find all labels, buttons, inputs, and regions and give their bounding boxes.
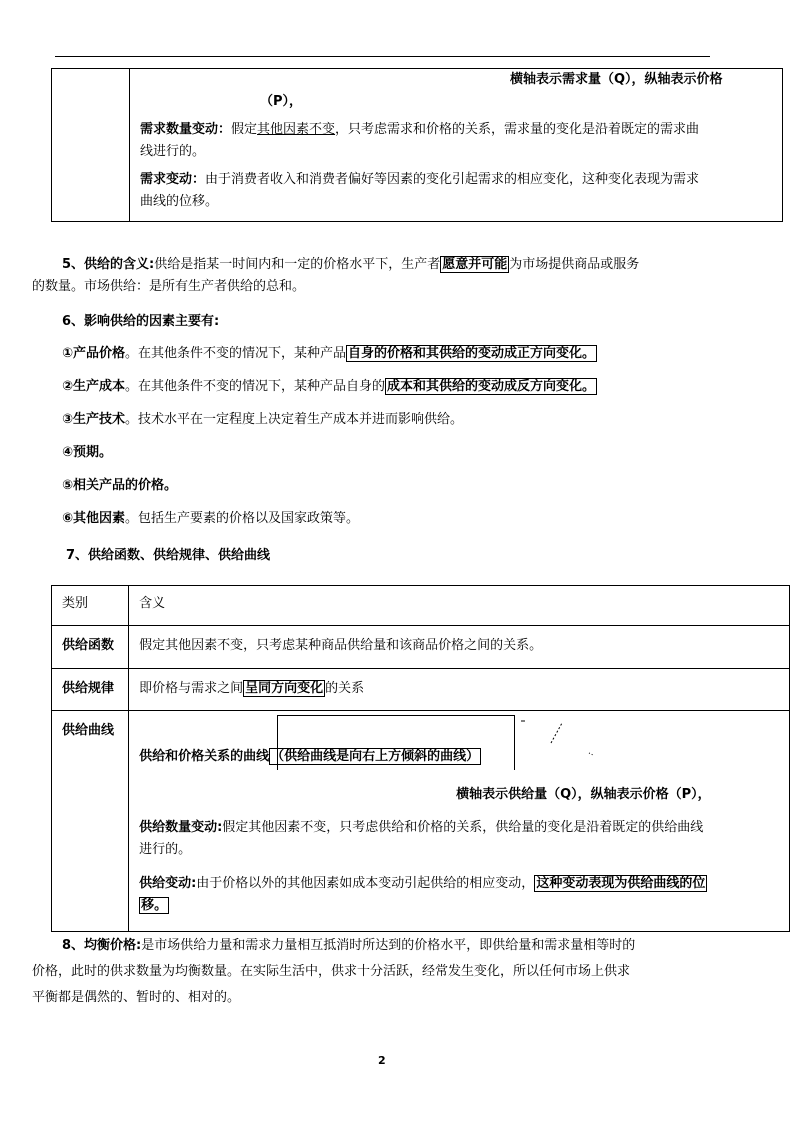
section6-item1-text: 。在其他条件不变的情况下，某种产品 <box>125 346 347 361</box>
demand-change-text2: 曲线的位移。 <box>140 194 219 209</box>
supply-change-boxed1: 这种变动表现为供给曲线的位 <box>536 876 706 891</box>
section5-line2: 的数量。市场供给：是所有生产者供给的总和。 <box>32 279 306 294</box>
section8-text1: 是市场供给力量和需求力量相互抵消时所达到的价格水平，即供给量和需求量相等时的 <box>141 938 636 953</box>
section5-title: 5、供给的含义: <box>62 257 155 272</box>
demand-axis-line2: （P）， <box>260 94 303 109</box>
demand-quantity-change-text1: ，只考虑需求和价格的关系，需求量的变化是沿着既定的需求曲 <box>335 122 700 137</box>
supply-table <box>51 585 790 932</box>
section6-item2-label: ②生产成本 <box>62 379 126 394</box>
demand-quantity-change-label: 需求数量变动： <box>140 122 232 137</box>
section8-line3: 平衡都是偶然的、暂时的、相对的。 <box>32 990 241 1005</box>
section6-item6 <box>62 510 359 528</box>
demand-change-label: 需求变动： <box>140 172 206 187</box>
section6-item5: ⑤相关产品的价格。 <box>62 478 178 493</box>
supply-curve-cell <box>129 711 790 932</box>
section6-item3-text: 。技术水平在一定程度上决定着生产成本并进而影响供给。 <box>125 412 464 427</box>
section6-item1-boxed: 自身的价格和其供给的变动成正方向变化。 <box>348 346 596 361</box>
section6-item1-label: ①产品价格 <box>62 346 126 361</box>
demand-table-continuation <box>51 68 783 222</box>
demand-quantity-change <box>140 119 780 163</box>
supply-table-header-meaning: 含义 <box>129 586 790 626</box>
supply-axis-text: 横轴表示供给量（Q），纵轴表示价格（P）， <box>456 787 711 802</box>
demand-quantity-change-text2: 线进行的。 <box>140 144 206 159</box>
supply-law-boxed: 呈同方向变化 <box>245 681 324 696</box>
supply-quantity-change <box>139 817 787 861</box>
section5-boxed: 愿意并可能 <box>442 257 508 272</box>
supply-function-label: 供给函数 <box>52 626 129 669</box>
supply-table-header-category: 类别 <box>52 586 129 626</box>
supply-curve-sketch <box>519 715 619 765</box>
demand-axis-line1: 横轴表示需求量（Q），纵轴表示价格 <box>510 72 723 87</box>
supply-curve-pre: 供给和价格关系的曲线 <box>139 749 270 764</box>
section6-item3-label: ③生产技术 <box>62 412 126 427</box>
supply-law-pre: 即价格与需求之间 <box>139 681 244 696</box>
supply-law-post: 的关系 <box>325 681 365 696</box>
supply-function-text: 假定其他因素不变，只考虑某种商品供给量和该商品价格之间的关系。 <box>129 626 790 669</box>
demand-table-content-cell <box>130 69 783 222</box>
supply-change-text: 由于价格以外的其他因素如成本变动引起供给的相应变动， <box>196 876 535 891</box>
section5-text-post: 为市场提供商品或服务 <box>509 257 640 272</box>
section6-item1 <box>62 345 597 363</box>
section6-item2-boxed: 成本和其供给的变动成反方向变化。 <box>387 379 596 394</box>
supply-quantity-change-text1: 假定其他因素不变，只考虑供给和价格的关系，供给量的变化是沿着既定的供给曲线 <box>222 820 704 835</box>
supply-quantity-change-label: 供给数量变动: <box>139 820 223 835</box>
header-rule <box>55 56 710 57</box>
section8-line2: 价格，此时的供求数量为均衡数量。在实际生活中，供求十分活跃，经常发生变化，所以任何市场上供求 <box>32 964 631 979</box>
page-number: 2 <box>378 1054 386 1067</box>
section7-title: 7、供给函数、供给规律、供给曲线 <box>66 548 271 563</box>
supply-change-boxed2: 移。 <box>141 898 168 913</box>
section5-text-pre: 供给是指某一时间内和一定的价格水平下，生产者 <box>154 257 441 272</box>
demand-change <box>140 169 780 213</box>
supply-curve-boxed: （供给曲线是向右上方倾斜的曲线） <box>271 749 480 764</box>
section6-title: 6、影响供给的因素主要有: <box>62 314 220 329</box>
supply-change <box>139 873 787 917</box>
section6-item2 <box>62 378 597 396</box>
section5-line1 <box>62 256 639 274</box>
section6-item2-text: 。在其他条件不变的情况下，某种产品自身的 <box>125 379 386 394</box>
section6-item4: ④预期。 <box>62 445 113 460</box>
supply-change-label: 供给变动: <box>139 876 197 891</box>
section6-item6-text: 。包括生产要素的价格以及国家政策等。 <box>125 511 360 526</box>
supply-curve-line <box>139 746 481 768</box>
demand-table-label-cell <box>52 69 130 222</box>
demand-quantity-change-pre: 假定 <box>231 122 258 137</box>
section6-item3 <box>62 411 463 429</box>
supply-quantity-change-text2: 进行的。 <box>139 842 192 857</box>
supply-curve-label: 供给曲线 <box>52 711 129 932</box>
section8-line1 <box>62 937 635 955</box>
demand-change-text1: 由于消费者收入和消费者偏好等因素的变化引起需求的相应变化，这种变化表现为需求 <box>205 172 700 187</box>
section8-title: 8、均衡价格: <box>62 938 142 953</box>
demand-quantity-change-underlined: 其他因素不变 <box>257 122 336 137</box>
supply-law-label: 供给规律 <box>52 669 129 711</box>
section6-item6-label: ⑥其他因素 <box>62 511 126 526</box>
supply-law-text <box>129 669 790 711</box>
